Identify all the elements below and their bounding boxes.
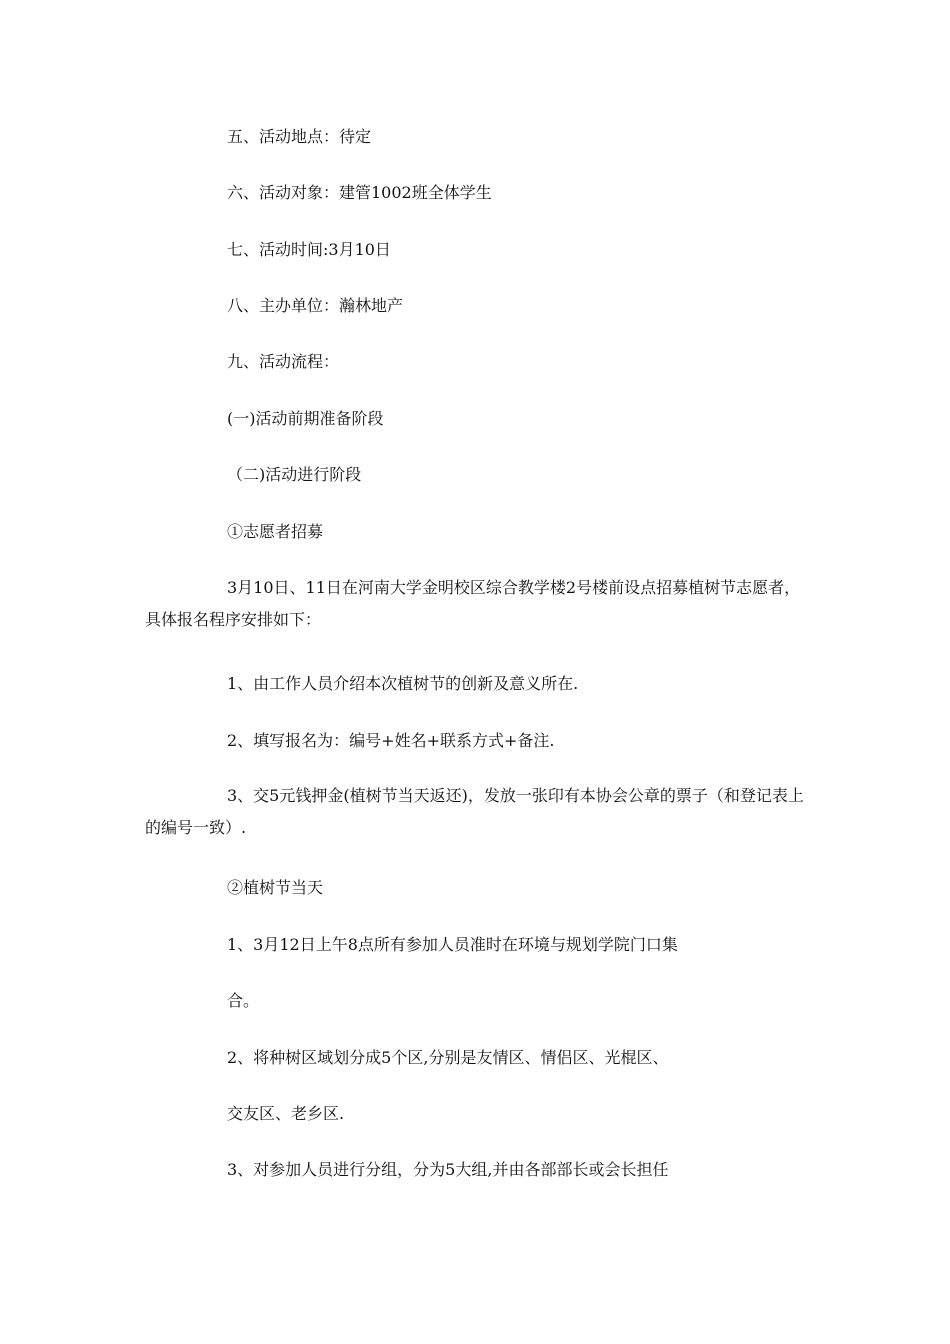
day-step-1-continuation: 合。 <box>227 991 260 1010</box>
execution-stage-heading: （二)活动进行阶段 <box>227 465 362 484</box>
preparation-stage-heading: (一)活动前期准备阶段 <box>227 409 384 428</box>
day-step-3-line: 3、对参加人员进行分组，分为5大组,并由各部部长或会长担任 <box>227 1160 669 1179</box>
day-step-2-continuation: 交友区、老乡区. <box>227 1104 345 1123</box>
volunteer-recruitment-heading: ①志愿者招募 <box>227 522 324 541</box>
organizer-line: 八、主办单位：瀚林地产 <box>227 296 404 315</box>
tree-day-heading: ②植树节当天 <box>227 878 324 897</box>
activity-target-line: 六、活动对象：建管1002班全体学生 <box>227 183 492 202</box>
step-3-paragraph: 3、交5元钱押金(植树节当天返还)，发放一张印有本协会公章的票子（和登记表上的编号一致）. <box>145 786 804 837</box>
day-step-1-line: 1、3月12日上午8点所有参加人员准时在环境与规划学院门口集 <box>227 935 678 954</box>
step-2-line: 2、填写报名为：编号+姓名+联系方式+备注. <box>227 731 555 750</box>
step-1-line: 1、由工作人员介绍本次植树节的创新及意义所在. <box>227 674 579 693</box>
activity-time-line: 七、活动时间:3月10日 <box>227 240 391 259</box>
activity-process-heading: 九、活动流程： <box>227 352 340 371</box>
day-step-2-line: 2、将种树区域划分成5个区,分别是友情区、情侣区、光棍区、 <box>227 1048 669 1067</box>
recruitment-paragraph: 3月10日、11日在河南大学金明校区综合教学楼2号楼前设点招募植树节志愿者，具体报名程序安排如下： <box>145 578 801 629</box>
activity-location-line: 五、活动地点：待定 <box>227 127 372 146</box>
